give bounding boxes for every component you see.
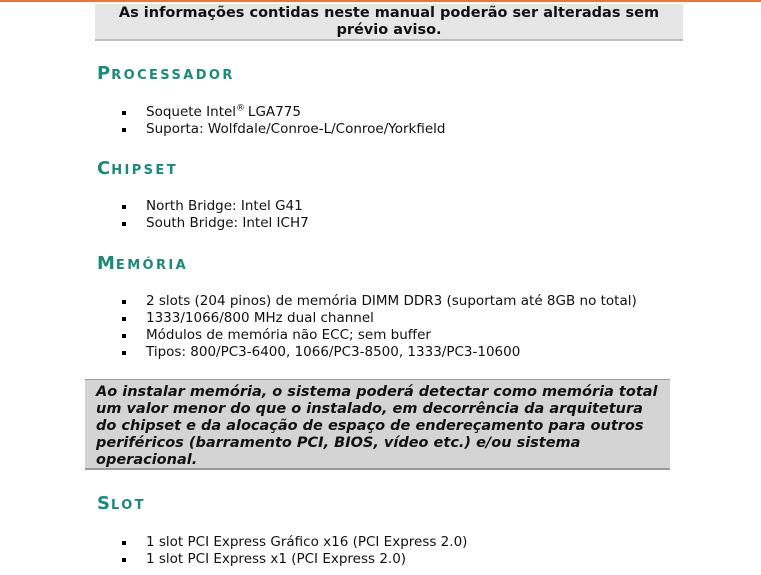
heading-rest: ROCESSADOR bbox=[111, 68, 235, 83]
heading-rest: EMÓRIA bbox=[115, 258, 189, 273]
heading-rest: HIPSET bbox=[111, 163, 178, 178]
list-item-text: Módulos de memória não ECC; sem buffer bbox=[146, 327, 431, 343]
chipset-list bbox=[120, 198, 309, 232]
list-item bbox=[120, 327, 637, 344]
heading-cap: S bbox=[97, 493, 111, 514]
heading-rest: LOT bbox=[110, 498, 146, 513]
heading-memoria bbox=[97, 253, 188, 274]
list-item bbox=[120, 198, 309, 215]
top-rule bbox=[0, 0, 761, 2]
heading-processador bbox=[97, 63, 235, 84]
list-item bbox=[120, 310, 637, 327]
heading-chipset bbox=[97, 158, 178, 179]
list-item bbox=[120, 534, 467, 551]
list-item-text: South Bridge: Intel ICH7 bbox=[146, 215, 309, 231]
list-item bbox=[120, 344, 637, 361]
list-item bbox=[120, 121, 446, 138]
list-item-text: 2 slots (204 pinos) de memória DIMM DDR3 (suportam até 8GB no total) bbox=[146, 293, 637, 309]
list-item bbox=[120, 293, 637, 310]
list-item bbox=[120, 551, 467, 568]
list-item-text: 1 slot PCI Express Gráfico x16 (PCI Express 2.0) bbox=[146, 534, 468, 550]
list-item-text: Tipos: 800/PC3-6400, 1066/PC3-8500, 1333/PC3-10600 bbox=[146, 344, 521, 360]
heading-cap: C bbox=[97, 158, 112, 179]
memoria-list bbox=[120, 293, 637, 361]
list-item-text: Suporta: Wolfdale/Conroe-L/Conroe/Yorkfield bbox=[146, 121, 446, 137]
list-item-text: 1333/1066/800 MHz dual channel bbox=[146, 310, 374, 326]
registered-mark: ® bbox=[236, 103, 248, 114]
heading-cap: P bbox=[97, 63, 112, 84]
slot-list bbox=[120, 534, 467, 568]
processador-list bbox=[120, 104, 446, 138]
heading-cap: M bbox=[97, 253, 116, 274]
notice-banner: As informações contidas neste manual poderão ser alteradas sem prévio aviso. bbox=[95, 4, 683, 41]
list-item-text: Soquete Intel bbox=[146, 104, 237, 120]
list-item-text: North Bridge: Intel G41 bbox=[146, 198, 303, 214]
list-item-text: LGA775 bbox=[247, 104, 301, 120]
heading-slot bbox=[97, 493, 146, 514]
memory-note-box: Ao instalar memória, o sistema poderá detectar como memória total um valor menor do que o instalado, em decorrência da arquitetura do chipset e da alocação de espaço de endereçamento para outros periféricos (barramento PCI, BIOS, vídeo etc.) e/ou sistema operacional. bbox=[85, 379, 670, 470]
list-item bbox=[120, 104, 446, 121]
list-item-text: 1 slot PCI Express x1 (PCI Express 2.0) bbox=[146, 551, 407, 567]
list-item bbox=[120, 215, 309, 232]
